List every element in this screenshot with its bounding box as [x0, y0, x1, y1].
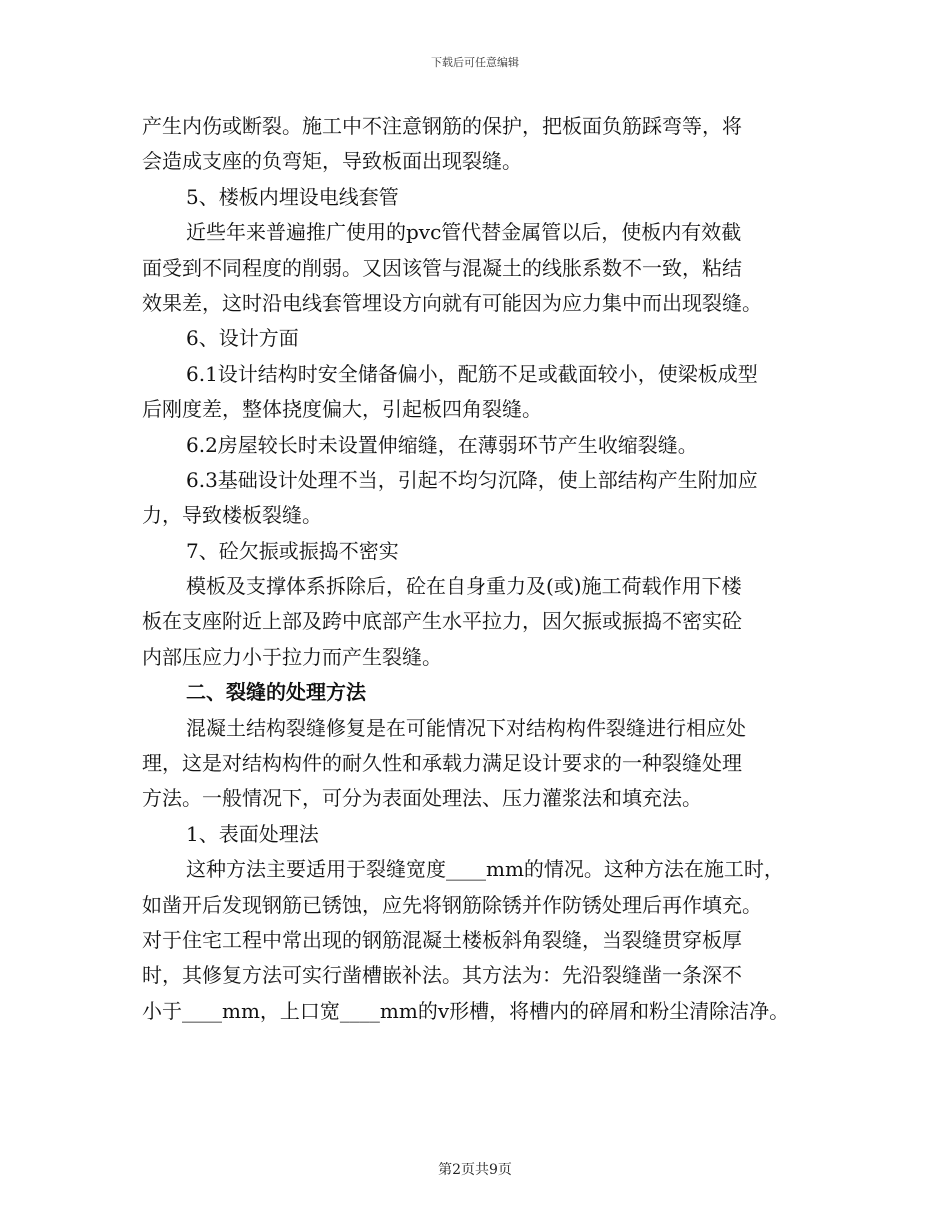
text-line: 混凝土结构裂缝修复是在可能情况下对结构构件裂缝进行相应处	[186, 715, 746, 740]
text-line: 产生内伤或断裂。施工中不注意钢筋的保护，把板面负筋踩弯等，将	[142, 114, 742, 138]
section-heading: 二、裂缝的处理方法	[186, 680, 366, 705]
text-line: 1、表面处理法	[186, 821, 319, 846]
text-line: 小于____mm，上口宽____mm的v形槽，将槽内的碎屑和粉尘清除洁净。	[142, 998, 790, 1023]
document-body	[142, 109, 818, 1029]
text-line: 近些年来普遍推广使用的pvc管代替金属管以后，使板内有效截	[186, 220, 742, 245]
text-line: 方法。一般情况下，可分为表面处理法、压力灌浆法和填充法。	[142, 786, 702, 811]
text-line: 时，其修复方法可实行凿槽嵌补法。其方法为：先沿裂缝凿一条深不	[142, 963, 742, 988]
text-line: 后刚度差，整体挠度偏大，引起板四角裂缝。	[142, 397, 542, 422]
text-line: 7、砼欠振或振捣不密实	[186, 538, 399, 563]
text-line: 理，这是对结构构件的耐久性和承载力满足设计要求的一种裂缝处理	[142, 751, 742, 776]
text-line: 模板及支撑体系拆除后，砼在自身重力及(或)施工荷载作用下楼	[186, 574, 742, 599]
text-line: 6、设计方面	[186, 326, 299, 351]
text-line: 板在支座附近上部及跨中底部产生水平拉力，因欠振或振捣不密实砼	[142, 609, 742, 634]
text-line: 如凿开后发现钢筋已锈蚀，应先将钢筋除锈并作防锈处理后再作填充。	[142, 892, 762, 917]
page-header: 下载后可任意编辑	[431, 56, 519, 69]
text-line: 6.3基础设计处理不当，引起不均匀沉降，使上部结构产生附加应	[186, 467, 758, 492]
text-line: 5、楼板内埋设电线套管	[186, 184, 399, 209]
text-line: 内部压应力小于拉力而产生裂缝。	[142, 644, 442, 669]
page-footer: 第2页共9页	[438, 1162, 512, 1178]
text-line: 效果差，这时沿电线套管埋设方向就有可能因为应力集中而出现裂缝。	[142, 290, 762, 315]
text-line: 对于住宅工程中常出现的钢筋混凝土楼板斜角裂缝，当裂缝贯穿板厚	[142, 927, 742, 952]
text-line: 力，导致楼板裂缝。	[142, 503, 322, 528]
text-line: 6.1设计结构时安全储备偏小，配筋不足或截面较小，使梁板成型	[186, 361, 758, 386]
text-line: 面受到不同程度的削弱。又因该管与混凝土的线胀系数不一致，粘结	[142, 255, 742, 280]
text-line: 会造成支座的负弯矩，导致板面出现裂缝。	[142, 149, 522, 174]
text-line: 6.2房屋较长时未设置伸缩缝，在薄弱环节产生收缩裂缝。	[186, 432, 698, 457]
text-line: 这种方法主要适用于裂缝宽度____mm的情况。这种方法在施工时，	[186, 857, 784, 882]
